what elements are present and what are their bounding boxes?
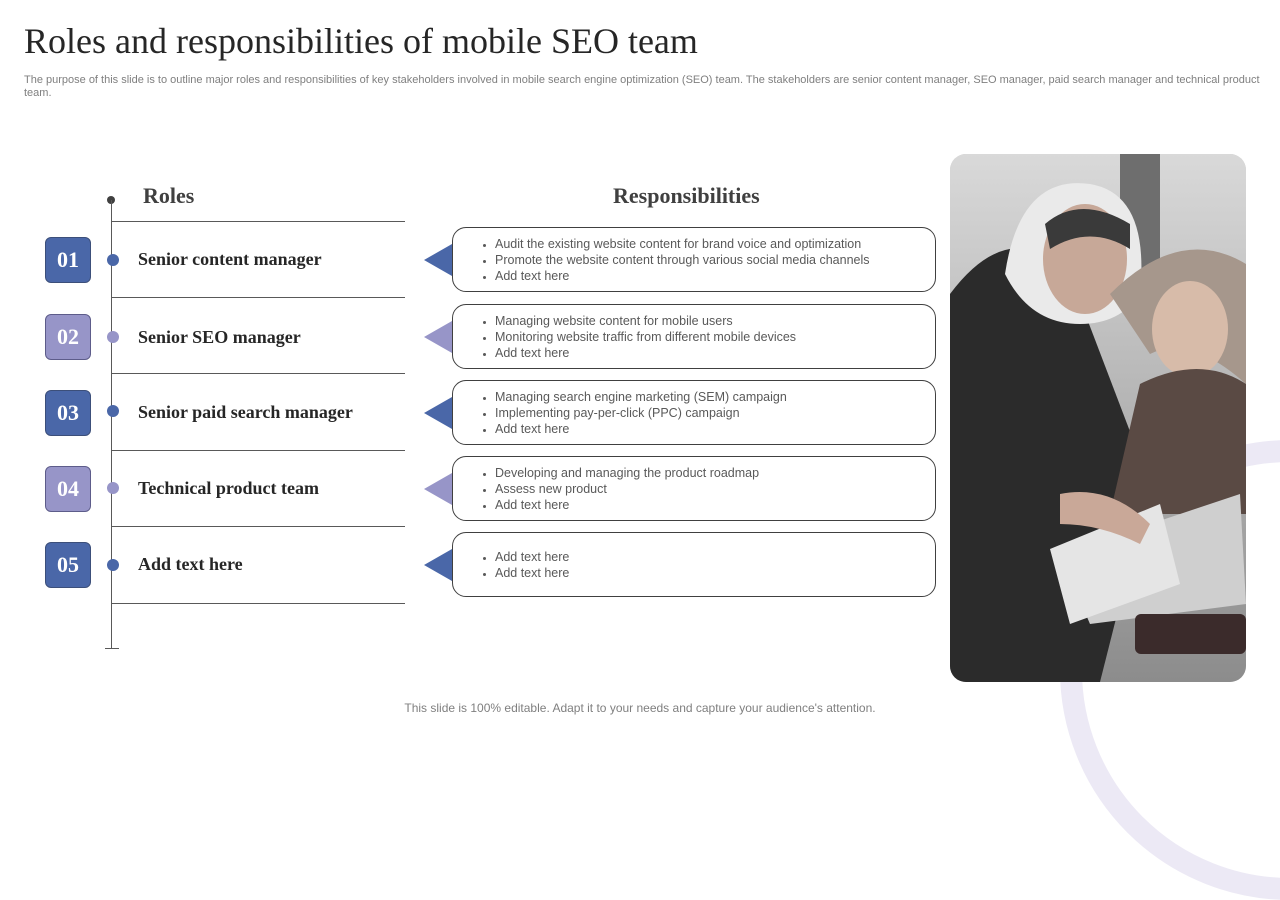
row-divider (112, 450, 405, 451)
responsibility-item: • Developing and managing the product roadmap (495, 465, 923, 481)
responsibilities-box (452, 380, 936, 445)
timeline-dot (107, 254, 119, 266)
responsibility-item: • Assess new product (495, 481, 923, 497)
responsibility-item: • Monitoring website traffic from different mobile devices (495, 329, 923, 345)
responsibilities-box (452, 227, 936, 292)
role-label: Senior SEO manager (138, 327, 301, 347)
row-divider (112, 603, 405, 604)
role-label: Add text here (138, 554, 243, 574)
responsibilities-box (452, 304, 936, 369)
timeline-dot (107, 405, 119, 417)
responsibility-item: • Managing website content for mobile users (495, 313, 923, 329)
timeline-dot (107, 559, 119, 571)
role-label: Technical product team (138, 478, 320, 498)
responsibility-item: • Managing search engine marketing (SEM) campaign (495, 389, 923, 405)
timeline-dot (107, 482, 119, 494)
slide-subtitle: The purpose of this slide is to outline major roles and responsibilities of key stakeholders involved in mobile search engine optimization (SEO) team. The stakeholders are senior content manager, SEO manager, paid search manager and technical product team. (24, 74, 1260, 99)
row-divider (112, 297, 405, 298)
responsibility-item: • Audit the existing website content for brand voice and optimization (495, 236, 923, 252)
responsibilities-list (477, 549, 923, 581)
role-label: Senior content manager (138, 249, 322, 269)
slide-title: Roles and responsibilities of mobile SEO team (24, 21, 698, 61)
row-number-badge: 02 (45, 314, 91, 360)
responsibility-item: • Add text here (495, 345, 923, 361)
roles-heading: Roles (143, 183, 195, 208)
responsibility-item: • Implementing pay-per-click (PPC) campaign (495, 405, 923, 421)
responsibilities-list (477, 236, 923, 284)
role-label: Senior paid search manager (138, 402, 353, 422)
pointer-arrow (424, 321, 452, 353)
responsibility-item: • Add text here (495, 497, 923, 513)
team-photo-illustration (950, 154, 1246, 682)
responsibility-item: • Add text here (495, 421, 923, 437)
timeline-dot (107, 331, 119, 343)
responsibilities-list (477, 389, 923, 437)
slide-footer: This slide is 100% editable. Adapt it to your needs and capture your audience's attention. (404, 701, 876, 715)
row-number-badge: 04 (45, 466, 91, 512)
pointer-arrow (424, 549, 452, 581)
responsibilities-box (452, 456, 936, 521)
responsibilities-box (452, 532, 936, 597)
row-number-badge: 01 (45, 237, 91, 283)
responsibility-item: • Promote the website content through various social media channels (495, 252, 923, 268)
responsibilities-list (477, 313, 923, 361)
row-number-badge: 05 (45, 542, 91, 588)
responsibilities-list (477, 465, 923, 513)
row-divider (112, 373, 405, 374)
pointer-arrow (424, 473, 452, 505)
team-photo (950, 154, 1246, 682)
responsibility-item: • Add text here (495, 268, 923, 284)
row-divider (112, 221, 405, 222)
row-divider (112, 526, 405, 527)
row-number-badge: 03 (45, 390, 91, 436)
responsibilities-heading: Responsibilities (613, 183, 760, 208)
pointer-arrow (424, 244, 452, 276)
responsibility-item: • Add text here (495, 565, 923, 581)
pointer-arrow (424, 397, 452, 429)
timeline-end-tick (105, 648, 119, 649)
timeline-line (111, 200, 112, 648)
responsibility-item: • Add text here (495, 549, 923, 565)
